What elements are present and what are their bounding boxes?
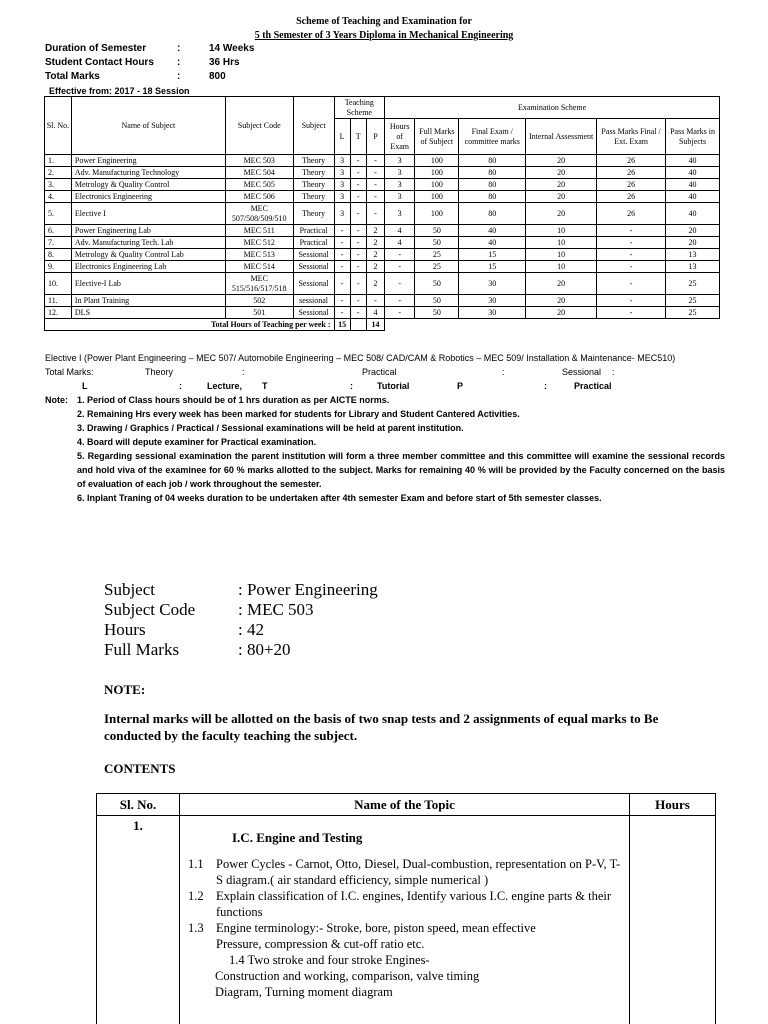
row-sl: 5.	[45, 203, 72, 225]
row-final: 80	[459, 155, 526, 167]
row-passsub: 40	[666, 191, 720, 203]
legend-colon: :	[350, 381, 353, 391]
note-item: 5. Regarding sessional examination the parent institution will form a three member committee and this committee will examine the sessional records and hold viva of the examinee for 60 % marks allotted to the subject. Marks for remaining 40 % will be provided by the Faculty concerned on the basis of evaluation of each job / work throughout the semester.	[77, 451, 725, 489]
row-internal: 20	[526, 295, 597, 307]
row-hours: 4	[385, 225, 415, 237]
subject-value: : MEC 503	[238, 600, 314, 619]
scheme-row	[45, 225, 720, 237]
row-p: 2	[366, 225, 384, 237]
row-hours: -	[385, 261, 415, 273]
row-name: Metrology & Quality Control Lab	[71, 249, 225, 261]
row-hours: 3	[385, 191, 415, 203]
note-heading: NOTE:	[104, 682, 146, 697]
row-l: -	[334, 237, 350, 249]
row-t: -	[350, 273, 366, 295]
row-sl: 1.	[45, 155, 72, 167]
subject-info	[104, 580, 378, 660]
row-sl: 10.	[45, 273, 72, 295]
row-hours: -	[385, 249, 415, 261]
row-passfinal: 26	[597, 167, 666, 179]
row-sl: 11.	[45, 295, 72, 307]
row-t: -	[350, 249, 366, 261]
scheme-row	[45, 273, 720, 295]
row-passsub: 25	[666, 307, 720, 319]
note-item: 2. Remaining Hrs every week has been marked for students for Library and Student Cantered Activities.	[77, 409, 520, 419]
topic-continuation: Diagram, Turning moment diagram	[215, 985, 393, 999]
row-t: -	[350, 167, 366, 179]
row-t: -	[350, 155, 366, 167]
notes-heading: Note:	[45, 395, 68, 405]
legend-lecture: Lecture,	[207, 381, 243, 391]
row-code: 502	[225, 295, 293, 307]
meta-row	[45, 70, 254, 84]
meta-value: 800	[209, 71, 226, 82]
row-p: -	[366, 155, 384, 167]
note-item: 4. Board will depute examiner for Practical examination.	[77, 437, 317, 447]
note-row	[45, 449, 725, 491]
row-p: -	[366, 191, 384, 203]
row-full: 100	[415, 191, 459, 203]
row-hours: 3	[385, 155, 415, 167]
subject-value: : Power Engineering	[238, 580, 378, 599]
row-full: 25	[415, 261, 459, 273]
row-hours: -	[385, 295, 415, 307]
row-p: 2	[366, 249, 384, 261]
row-full: 100	[415, 167, 459, 179]
row-full: 50	[415, 307, 459, 319]
row-type: Theory	[293, 191, 334, 203]
note-row	[45, 407, 725, 421]
scheme-table-body	[45, 155, 720, 319]
row-type: Sessional	[293, 249, 334, 261]
row-passfinal: 26	[597, 155, 666, 167]
scheme-row	[45, 203, 720, 225]
row-passsub: 40	[666, 203, 720, 225]
col-final-header: Final Exam / committee marks	[459, 119, 526, 155]
theory-colon: :	[242, 367, 245, 377]
row-full: 100	[415, 203, 459, 225]
row-t: -	[350, 225, 366, 237]
row-sl: 7.	[45, 237, 72, 249]
row-t: -	[350, 261, 366, 273]
row-type: Theory	[293, 203, 334, 225]
elective-line: Elective I (Power Plant Engineering – MEC 507/ Automobile Engineering – MEC 508/ CAD/CAM & Robotics – MEC 509/ Installation & Maintenance- MEC510)	[45, 353, 676, 363]
topic-item-text: Engine terminology:- Stroke, bore, piston speed, mean effective	[216, 921, 536, 935]
row-sl: 4.	[45, 191, 72, 203]
row-code: MEC 506	[225, 191, 293, 203]
row-name: Electronics Engineering Lab	[71, 261, 225, 273]
row-p: 2	[366, 261, 384, 273]
row-hours: 3	[385, 179, 415, 191]
topic-continuation: 1.4 Two stroke and four stroke Engines-	[229, 953, 430, 967]
row-l: -	[334, 249, 350, 261]
row-code: MEC 507/508/509/510	[225, 203, 293, 225]
note-item: 6. Inplant Traning of 04 weeks duration to be undertaken after 4th semester Exam and before start of 5th semester classes.	[77, 493, 602, 503]
topic-continuation: Construction and working, comparison, valve timing	[215, 969, 480, 983]
row-p: 2	[366, 237, 384, 249]
row-internal: 20	[526, 155, 597, 167]
row-passsub: 40	[666, 155, 720, 167]
semester-meta	[45, 42, 254, 98]
note-row	[45, 421, 725, 435]
row-l: 3	[334, 191, 350, 203]
internal-marks-note	[104, 682, 704, 744]
row-passsub: 40	[666, 167, 720, 179]
row-hours: -	[385, 307, 415, 319]
topic-item-number: 1.3	[188, 921, 204, 935]
meta-row	[45, 56, 254, 70]
row-passfinal: 26	[597, 179, 666, 191]
row-final: 30	[459, 307, 526, 319]
effective-session: Effective from: 2017 - 18 Session	[49, 86, 190, 96]
row-final: 80	[459, 167, 526, 179]
topic-item-number: 1.2	[188, 889, 204, 903]
note-row	[45, 491, 725, 505]
subject-row	[104, 620, 378, 640]
subject-key: Subject Code	[104, 600, 196, 619]
topic-cell	[180, 816, 630, 1024]
row-final: 80	[459, 179, 526, 191]
meta-label: Duration of Semester	[45, 43, 147, 54]
row-t: -	[350, 237, 366, 249]
row-internal: 10	[526, 249, 597, 261]
row-name: Electronics Engineering	[71, 191, 225, 203]
meta-colon: :	[177, 43, 181, 54]
total-marks-line	[45, 365, 725, 379]
row-l: 3	[334, 167, 350, 179]
meta-colon: :	[177, 71, 181, 82]
row-full: 100	[415, 179, 459, 191]
row-hours: -	[385, 273, 415, 295]
scheme-row	[45, 237, 720, 249]
scheme-table	[44, 96, 720, 331]
row-t: -	[350, 295, 366, 307]
row-code: MEC 512	[225, 237, 293, 249]
legend-line	[45, 379, 725, 393]
topic-item-text: Explain classification of I.C. engines, Identify various I.C. engine parts & their functions	[216, 889, 612, 919]
notes-block	[45, 393, 725, 505]
row-internal: 20	[526, 167, 597, 179]
scheme-row	[45, 155, 720, 167]
practical-colon: :	[502, 367, 505, 377]
total-t	[350, 319, 366, 331]
total-l: 15	[334, 319, 350, 331]
topic-continuation: Pressure, compression & cut-off ratio etc.	[216, 937, 425, 951]
subject-value: : 42	[238, 620, 264, 639]
row-p: 2	[366, 273, 384, 295]
subject-row	[104, 640, 378, 660]
total-row	[45, 319, 720, 331]
legend-tutorial: Tutorial	[377, 381, 410, 391]
exam-scheme-header: Examination Scheme	[385, 97, 720, 119]
row-passsub: 25	[666, 295, 720, 307]
col-passsub-header: Pass Marks in Subjects	[666, 119, 720, 155]
row-passfinal: -	[597, 295, 666, 307]
row-full: 50	[415, 295, 459, 307]
row-internal: 20	[526, 307, 597, 319]
row-p: -	[366, 295, 384, 307]
meta-label: Total Marks	[45, 71, 100, 82]
row-hours: 4	[385, 237, 415, 249]
row-full: 50	[415, 237, 459, 249]
row-type: Theory	[293, 179, 334, 191]
topic-item-number: 1.1	[188, 857, 204, 871]
subject-value: : 80+20	[238, 640, 291, 659]
row-l: -	[334, 273, 350, 295]
topics-col-hours: Hours	[630, 794, 716, 816]
topics-col-sl: Sl. No.	[97, 794, 180, 816]
row-internal: 10	[526, 225, 597, 237]
row-final: 30	[459, 273, 526, 295]
row-final: 40	[459, 225, 526, 237]
row-type: Theory	[293, 155, 334, 167]
sessional-label: Sessional	[562, 367, 602, 377]
row-passfinal: -	[597, 261, 666, 273]
row-internal: 10	[526, 261, 597, 273]
row-passfinal: -	[597, 307, 666, 319]
row-code: MEC 514	[225, 261, 293, 273]
col-passfinal-header: Pass Marks Final / Ext. Exam	[597, 119, 666, 155]
row-name: Power Engineering	[71, 155, 225, 167]
row-passfinal: -	[597, 273, 666, 295]
row-internal: 10	[526, 237, 597, 249]
row-t: -	[350, 203, 366, 225]
unit-number: 1.	[97, 816, 180, 1024]
total-spacer	[385, 319, 720, 331]
scheme-row	[45, 295, 720, 307]
subject-key: Full Marks	[104, 640, 180, 659]
topics-table	[96, 793, 716, 1024]
row-internal: 20	[526, 203, 597, 225]
meta-value: 14 Weeks	[209, 43, 255, 54]
col-full-header: Full Marks of Subject	[415, 119, 459, 155]
meta-colon: :	[177, 57, 181, 68]
note-item: 1. Period of Class hours should be of 1 hrs duration as per AICTE norms.	[77, 395, 390, 405]
col-p-header: P	[366, 119, 384, 155]
legend-t: T	[262, 381, 268, 391]
scheme-row	[45, 167, 720, 179]
row-type: Theory	[293, 167, 334, 179]
note-row	[45, 393, 725, 407]
note-text: Internal marks will be allotted on the basis of two snap tests and 2 assignments of equal marks to Be conducted by the faculty teaching the subject.	[104, 711, 659, 743]
row-name: Metrology & Quality Control	[71, 179, 225, 191]
meta-value: 36 Hrs	[209, 57, 240, 68]
col-sl-header: Sl. No.	[45, 97, 72, 155]
row-type: Sessional	[293, 307, 334, 319]
row-sl: 8.	[45, 249, 72, 261]
row-passfinal: 26	[597, 203, 666, 225]
col-subject-header: Subject	[293, 97, 334, 155]
note-row	[45, 435, 725, 449]
row-sl: 9.	[45, 261, 72, 273]
row-l: -	[334, 261, 350, 273]
row-full: 25	[415, 249, 459, 261]
contents-heading: CONTENTS	[104, 761, 176, 776]
row-p: -	[366, 203, 384, 225]
topics-col-name: Name of the Topic	[180, 794, 630, 816]
row-final: 40	[459, 237, 526, 249]
row-sl: 12.	[45, 307, 72, 319]
row-passsub: 13	[666, 249, 720, 261]
row-passsub: 13	[666, 261, 720, 273]
row-code: 501	[225, 307, 293, 319]
row-l: -	[334, 307, 350, 319]
row-l: -	[334, 225, 350, 237]
row-sl: 3.	[45, 179, 72, 191]
scheme-row	[45, 307, 720, 319]
row-t: -	[350, 191, 366, 203]
subject-key: Hours	[104, 620, 146, 639]
row-name: DLS	[71, 307, 225, 319]
row-sl: 2.	[45, 167, 72, 179]
row-hours: 3	[385, 203, 415, 225]
row-code: MEC 515/516/517/518	[225, 273, 293, 295]
row-passsub: 25	[666, 273, 720, 295]
teaching-scheme-header: Teaching Scheme	[334, 97, 385, 119]
sessional-colon: :	[612, 367, 615, 377]
row-sl: 6.	[45, 225, 72, 237]
row-name: Power Engineering Lab	[71, 225, 225, 237]
row-final: 15	[459, 249, 526, 261]
row-full: 100	[415, 155, 459, 167]
scheme-row	[45, 261, 720, 273]
scheme-row	[45, 191, 720, 203]
row-passsub: 20	[666, 237, 720, 249]
row-l: 3	[334, 155, 350, 167]
row-code: MEC 503	[225, 155, 293, 167]
topic-body	[180, 830, 629, 1024]
scheme-row	[45, 179, 720, 191]
row-code: MEC 511	[225, 225, 293, 237]
topic-item	[188, 888, 625, 920]
theory-label: Theory	[145, 367, 174, 377]
document-title-block	[0, 15, 768, 43]
unit-title: I.C. Engine and Testing	[232, 830, 363, 845]
row-full: 50	[415, 273, 459, 295]
document-subtitle: 5 th Semester of 3 Years Diploma in Mechanical Engineering	[254, 30, 514, 41]
row-full: 50	[415, 225, 459, 237]
row-passfinal: -	[597, 249, 666, 261]
topics-header-row	[97, 794, 716, 816]
row-type: Sessional	[293, 273, 334, 295]
row-l: 3	[334, 203, 350, 225]
subject-key: Subject	[104, 580, 155, 599]
row-passfinal: -	[597, 237, 666, 249]
total-marks-label: Total Marks:	[45, 367, 94, 377]
col-name-header: Name of Subject	[71, 97, 225, 155]
col-hours-header: Hours of Exam	[385, 119, 415, 155]
row-name: Adv. Manufacturing Technology	[71, 167, 225, 179]
row-p: -	[366, 167, 384, 179]
row-p: 4	[366, 307, 384, 319]
row-final: 30	[459, 295, 526, 307]
row-code: MEC 504	[225, 167, 293, 179]
row-internal: 20	[526, 179, 597, 191]
row-passsub: 20	[666, 225, 720, 237]
col-internal-header: Internal Assessment	[526, 119, 597, 155]
topic-row	[97, 816, 716, 1024]
note-item: 3. Drawing / Graphics / Practical / Sessional examinations will be held at parent institution.	[77, 423, 464, 433]
topic-item-text: Power Cycles - Carnot, Otto, Diesel, Dual-combustion, representation on P-V, T-S diagram.( air standard efficiency, simple numerical )	[216, 857, 621, 887]
row-hours: 3	[385, 167, 415, 179]
topic-hours	[630, 816, 716, 1024]
total-label: Total Hours of Teaching per week :	[45, 319, 335, 331]
row-type: Practical	[293, 225, 334, 237]
row-type: sessional	[293, 295, 334, 307]
row-type: Sessional	[293, 261, 334, 273]
subject-row	[104, 580, 378, 600]
practical-label: Practical	[362, 367, 397, 377]
row-passfinal: -	[597, 225, 666, 237]
row-l: 3	[334, 179, 350, 191]
meta-label: Student Contact Hours	[45, 57, 154, 68]
row-passfinal: 26	[597, 191, 666, 203]
total-p: 14	[366, 319, 384, 331]
row-name: In Plant Training	[71, 295, 225, 307]
row-type: Practical	[293, 237, 334, 249]
topic-items	[188, 856, 625, 1000]
document-title: Scheme of Teaching and Examination for	[296, 16, 472, 27]
row-name: Adv. Manufacturing Tech. Lab	[71, 237, 225, 249]
row-passsub: 40	[666, 179, 720, 191]
topic-item	[188, 856, 625, 888]
row-final: 80	[459, 191, 526, 203]
topic-item	[188, 920, 625, 936]
row-l: -	[334, 295, 350, 307]
legend-l: L	[82, 381, 88, 391]
row-final: 80	[459, 203, 526, 225]
col-t-header: T	[350, 119, 366, 155]
row-t: -	[350, 307, 366, 319]
legend-colon: :	[544, 381, 547, 391]
row-internal: 20	[526, 191, 597, 203]
legend-practical: Practical	[574, 381, 612, 391]
row-name: Elective-I Lab	[71, 273, 225, 295]
row-internal: 20	[526, 273, 597, 295]
row-code: MEC 513	[225, 249, 293, 261]
subject-row	[104, 600, 378, 620]
meta-row	[45, 42, 254, 56]
row-t: -	[350, 179, 366, 191]
row-p: -	[366, 179, 384, 191]
scheme-footnotes	[45, 351, 725, 505]
row-code: MEC 505	[225, 179, 293, 191]
row-final: 15	[459, 261, 526, 273]
col-l-header: L	[334, 119, 350, 155]
legend-colon: :	[179, 381, 182, 391]
col-code-header: Subject Code	[225, 97, 293, 155]
scheme-row	[45, 249, 720, 261]
row-name: Elective I	[71, 203, 225, 225]
legend-p: P	[457, 381, 464, 391]
